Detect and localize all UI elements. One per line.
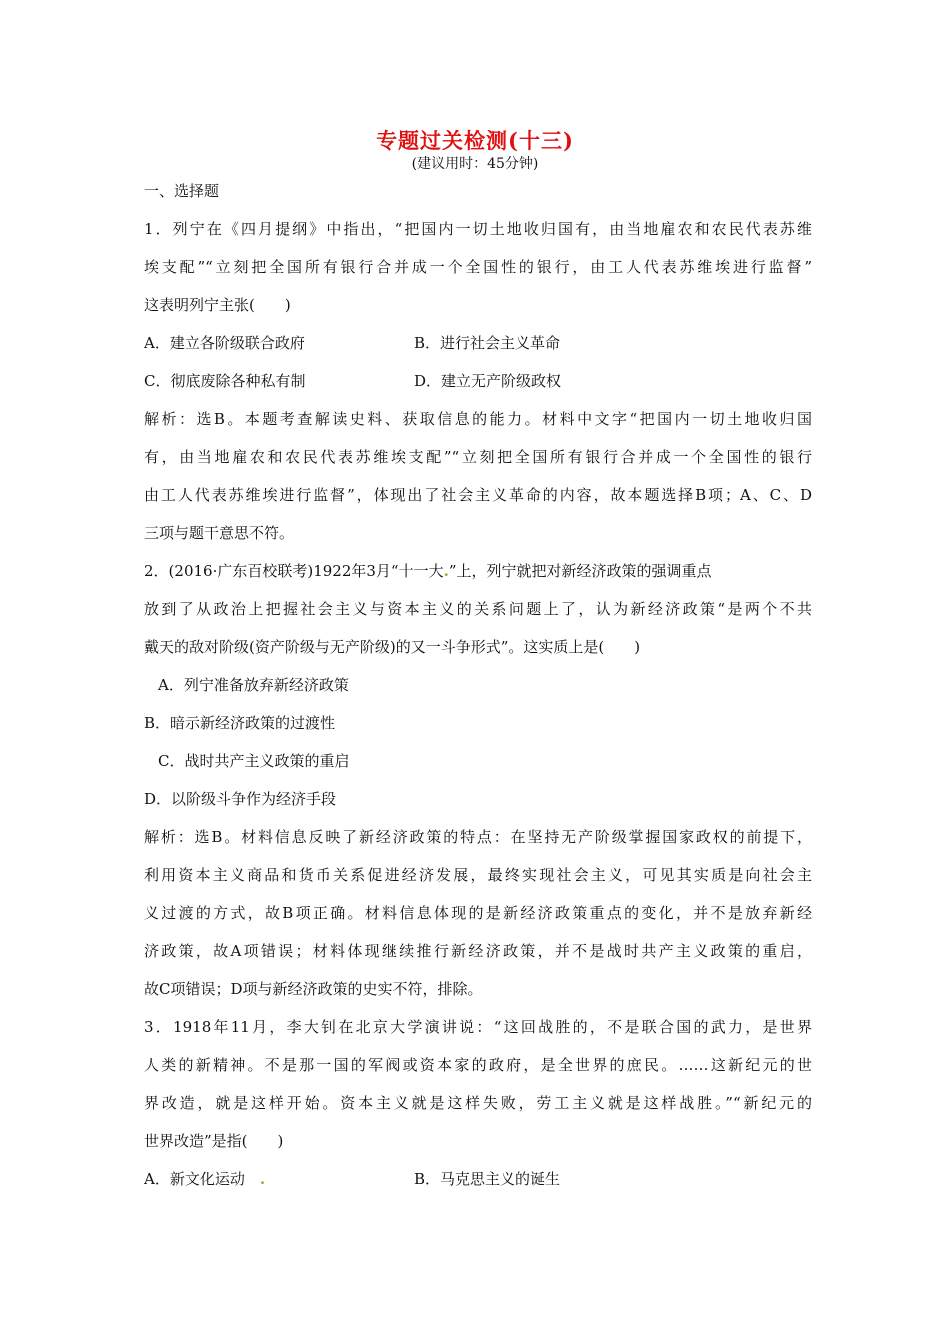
question-1-options-row-1 bbox=[144, 324, 812, 362]
question-1-option-a: A．建立各阶级联合政府 bbox=[144, 334, 305, 352]
stray-dot-mark: . bbox=[259, 1170, 266, 1188]
document-subtitle: (建议用时：45分钟) bbox=[411, 156, 539, 172]
question-3-option-a bbox=[144, 1160, 265, 1198]
section-heading: 一、选择题 bbox=[144, 182, 220, 200]
question-1-analysis-line-1: 解析：选B。本题考查解读史料、获取信息的能力。材料中文字“把国内一切土地收归国 bbox=[144, 410, 812, 428]
question-3-line-4: 世界改造”是指( ) bbox=[144, 1132, 284, 1150]
question-1-option-b: B．进行社会主义革命 bbox=[414, 334, 561, 352]
document-body bbox=[144, 172, 812, 1198]
question-2-line-1 bbox=[144, 552, 812, 590]
question-2-line-1-part-b: ”上，列宁就把对新经济政策的强调重点 bbox=[448, 562, 712, 580]
question-2-analysis-line-3: 义过渡的方式，故B项正确。材料信息体现的是新经济政策重点的变化，并不是放弃新经 bbox=[144, 904, 812, 922]
question-2-analysis-line-5: 故C项错误；D项与新经济政策的史实不符，排除。 bbox=[144, 980, 483, 998]
question-1-option-c: C．彻底废除各种私有制 bbox=[144, 372, 306, 390]
question-1-option-d: D．建立无产阶级政权 bbox=[414, 372, 562, 390]
question-2-analysis-line-4: 济政策，故A项错误；材料体现继续推行新经济政策，并不是战时共产主义政策的重启， bbox=[144, 942, 812, 960]
question-2-line-2: 放到了从政治上把握社会主义与资本主义的关系问题上了，认为新经济政策“是两个不共 bbox=[144, 600, 812, 618]
question-2-option-c: C．战时共产主义政策的重启 bbox=[158, 752, 350, 770]
question-2-analysis-line-1: 解析：选B。材料信息反映了新经济政策的特点：在坚持无产阶级掌握国家政权的前提下， bbox=[144, 828, 812, 846]
question-3-line-2: 人类的新精神。不是那一国的军阀或资本家的政府，是全世界的庶民。……这新纪元的世 bbox=[144, 1056, 812, 1074]
question-3-option-b: B．马克思主义的诞生 bbox=[414, 1170, 561, 1188]
stray-dot-mark: . bbox=[443, 562, 449, 580]
question-1-line-2: 埃支配”“立刻把全国所有银行合并成一个全国性的银行，由工人代表苏维埃进行监督” bbox=[144, 258, 812, 276]
question-2-analysis-line-2: 利用资本主义商品和货币关系促进经济发展，最终实现社会主义，可见其实质是向社会主 bbox=[144, 866, 812, 884]
question-1-line-3: 这表明列宁主张( ) bbox=[144, 296, 291, 314]
question-1-analysis-line-3: 由工人代表苏维埃进行监督”，体现出了社会主义革命的内容，故本题选择B项；A、C、D bbox=[144, 486, 812, 504]
question-3-options-row-1 bbox=[144, 1160, 812, 1198]
question-2-option-a: A．列宁准备放弃新经济政策 bbox=[158, 676, 349, 694]
question-1-line-1: 1．列宁在《四月提纲》中指出，“把国内一切土地收归国有，由当地雇农和农民代表苏维 bbox=[144, 220, 812, 238]
question-1-analysis-line-2: 有，由当地雇农和农民代表苏维埃支配”“立刻把全国所有银行合并成一个全国性的银行 bbox=[144, 448, 812, 466]
question-2-option-d: D．以阶级斗争作为经济手段 bbox=[144, 790, 337, 808]
question-2-line-3: 戴天的敌对阶级(资产阶级与无产阶级)的又一斗争形式”。这实质上是( ) bbox=[144, 638, 641, 656]
question-2-line-1-part-a: 2．(2016·广东百校联考)1922年3月“十一大 bbox=[144, 562, 444, 580]
question-3-line-1: 3．1918年11月，李大钊在北京大学演讲说：“这回战胜的，不是联合国的武力，是世界 bbox=[144, 1018, 812, 1036]
question-2-option-b: B．暗示新经济政策的过渡性 bbox=[144, 714, 336, 732]
question-1-options-row-2 bbox=[144, 362, 812, 400]
question-1-analysis-line-4: 三项与题干意思不符。 bbox=[144, 524, 295, 542]
question-3-line-3: 界改造，就是这样开始。资本主义就是这样失败，劳工主义就是这样战胜。”“新纪元的 bbox=[144, 1094, 812, 1112]
document-title: 专题过关检测(十三) bbox=[376, 128, 574, 153]
question-3-option-a-text: A．新文化运动 bbox=[144, 1170, 245, 1188]
